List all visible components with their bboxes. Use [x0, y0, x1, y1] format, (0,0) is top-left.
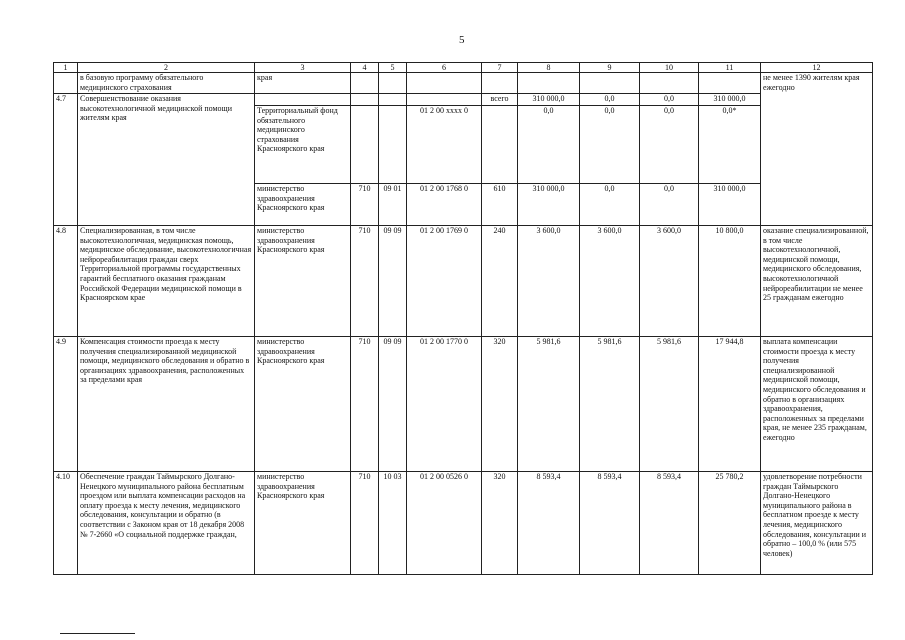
grbs: 710 — [351, 184, 379, 226]
value-total: 17 944,8 — [699, 337, 761, 472]
expected-result: выплата компенсации стоимости проезда к месту получения специализированной медицинской помощи, медицинского обследования и обратно в организациях здравоохранения, расположенных за пределами края, не менее 235 гражданам, ежегодно — [761, 337, 873, 472]
grbs: 710 — [351, 472, 379, 575]
value-2019: 310 000,0 — [518, 94, 580, 106]
grbs: 710 — [351, 337, 379, 472]
rzpr: 10 03 — [379, 472, 407, 575]
row-number: 4.7 — [54, 94, 78, 226]
col-header: 10 — [640, 63, 699, 73]
value-total: 0,0* — [699, 106, 761, 184]
value-2020: 8 593,4 — [580, 472, 640, 575]
grbs — [351, 106, 379, 184]
col-header: 1 — [54, 63, 78, 73]
value-2020: 0,0 — [580, 106, 640, 184]
value-2021: 0,0 — [640, 106, 699, 184]
table-row-carry — [54, 73, 873, 94]
executor: министерство здравоохранения Красноярского края — [255, 226, 351, 337]
value-2019: 5 981,6 — [518, 337, 580, 472]
col-header: 3 — [255, 63, 351, 73]
col-header: 8 — [518, 63, 580, 73]
total-label: всего — [482, 94, 518, 106]
value-2021: 3 600,0 — [640, 226, 699, 337]
activity-name: в базовую программу обязательного медицинского страхования — [78, 73, 255, 94]
col-header: 5 — [379, 63, 407, 73]
vr: 320 — [482, 337, 518, 472]
executor: министерство здравоохранения Красноярского края — [255, 472, 351, 575]
csr: 01 2 00 1770 0 — [407, 337, 482, 472]
col-header: 7 — [482, 63, 518, 73]
row-number: 4.8 — [54, 226, 78, 337]
expected-result: не менее 1390 жителям края ежегодно — [761, 73, 873, 226]
rzpr — [379, 106, 407, 184]
rzpr: 09 09 — [379, 226, 407, 337]
value-2020: 5 981,6 — [580, 337, 640, 472]
value-total: 310 000,0 — [699, 184, 761, 226]
rzpr: 09 01 — [379, 184, 407, 226]
csr: 01 2 00 0526 0 — [407, 472, 482, 575]
value-2019: 310 000,0 — [518, 184, 580, 226]
activity-name: Специализированная, в том числе высокотехнологичная, медицинская помощь, медицинское обследование, высокотехнологичная нейрореабилитация граждан сверх Территориальной программы государственных гарантий бесплатного оказания гражданам Российской Федерации медицинской помощи в Красноярском крае — [78, 226, 255, 337]
value-total: 310 000,0 — [699, 94, 761, 106]
activity-name: Совершенствование оказания высокотехнологичной медицинской помощи жителям края — [78, 94, 255, 226]
vr: 240 — [482, 226, 518, 337]
value-2021: 5 981,6 — [640, 337, 699, 472]
value-total: 25 780,2 — [699, 472, 761, 575]
col-header: 9 — [580, 63, 640, 73]
col-header: 6 — [407, 63, 482, 73]
csr: 01 2 00 1769 0 — [407, 226, 482, 337]
value-2020: 0,0 — [580, 94, 640, 106]
page-number: 5 — [459, 34, 465, 46]
activity-name: Обеспечение граждан Таймырского Долгано-Ненецкого муниципального района бесплатным проездом или выплата компенсации расходов на оплату проезда к месту лечения, медицинского обследования, консультации и обратно (в соответствии с Законом края от 18 декабря 2008 № 7-2660 «О социальной поддержке граждан, — [78, 472, 255, 575]
footnote-separator — [60, 633, 135, 634]
table-row — [54, 226, 873, 337]
grbs: 710 — [351, 226, 379, 337]
value-total: 10 800,0 — [699, 226, 761, 337]
vr: 610 — [482, 184, 518, 226]
col-header: 11 — [699, 63, 761, 73]
header-row — [54, 63, 873, 73]
expected-result: оказание специализированной, в том числе высокотехнологичной, медицинской помощи, медицинского обследования, высокотехнологичной нейрореабилитации не менее 25 гражданам ежегодно — [761, 226, 873, 337]
vr: 320 — [482, 472, 518, 575]
vr — [482, 106, 518, 184]
csr: 01 2 00 xxxx 0 — [407, 106, 482, 184]
expected-result: удовлетворение потребности граждан Таймырского Долгано-Ненецкого муниципального района в бесплатном проезде к месту лечения, медицинского обследования, консультации и обратно – 100,0 % (или 575 человек) — [761, 472, 873, 575]
value-2021: 0,0 — [640, 184, 699, 226]
value-2019: 8 593,4 — [518, 472, 580, 575]
col-header: 12 — [761, 63, 873, 73]
table-row — [54, 337, 873, 472]
executor: министерство здравоохранения Красноярского края — [255, 337, 351, 472]
row-number: 4.9 — [54, 337, 78, 472]
table-row — [54, 94, 873, 106]
executor: Территориальный фонд обязательного медицинского страхования Красноярского края — [255, 106, 351, 184]
executor: министерство здравоохранения Красноярского края — [255, 184, 351, 226]
csr: 01 2 00 1768 0 — [407, 184, 482, 226]
activity-name: Компенсация стоимости проезда к месту получения специализированной медицинской помощи, медицинского обследования и обратно в организациях здравоохранения, расположенных за пределами края — [78, 337, 255, 472]
program-activities-table — [53, 62, 873, 575]
col-header: 4 — [351, 63, 379, 73]
col-header: 2 — [78, 63, 255, 73]
table-row — [54, 472, 873, 575]
value-2020: 3 600,0 — [580, 226, 640, 337]
row-number: 4.10 — [54, 472, 78, 575]
value-2019: 3 600,0 — [518, 226, 580, 337]
rzpr: 09 09 — [379, 337, 407, 472]
value-2020: 0,0 — [580, 184, 640, 226]
value-2021: 0,0 — [640, 94, 699, 106]
executor: края — [255, 73, 351, 94]
value-2019: 0,0 — [518, 106, 580, 184]
value-2021: 8 593,4 — [640, 472, 699, 575]
